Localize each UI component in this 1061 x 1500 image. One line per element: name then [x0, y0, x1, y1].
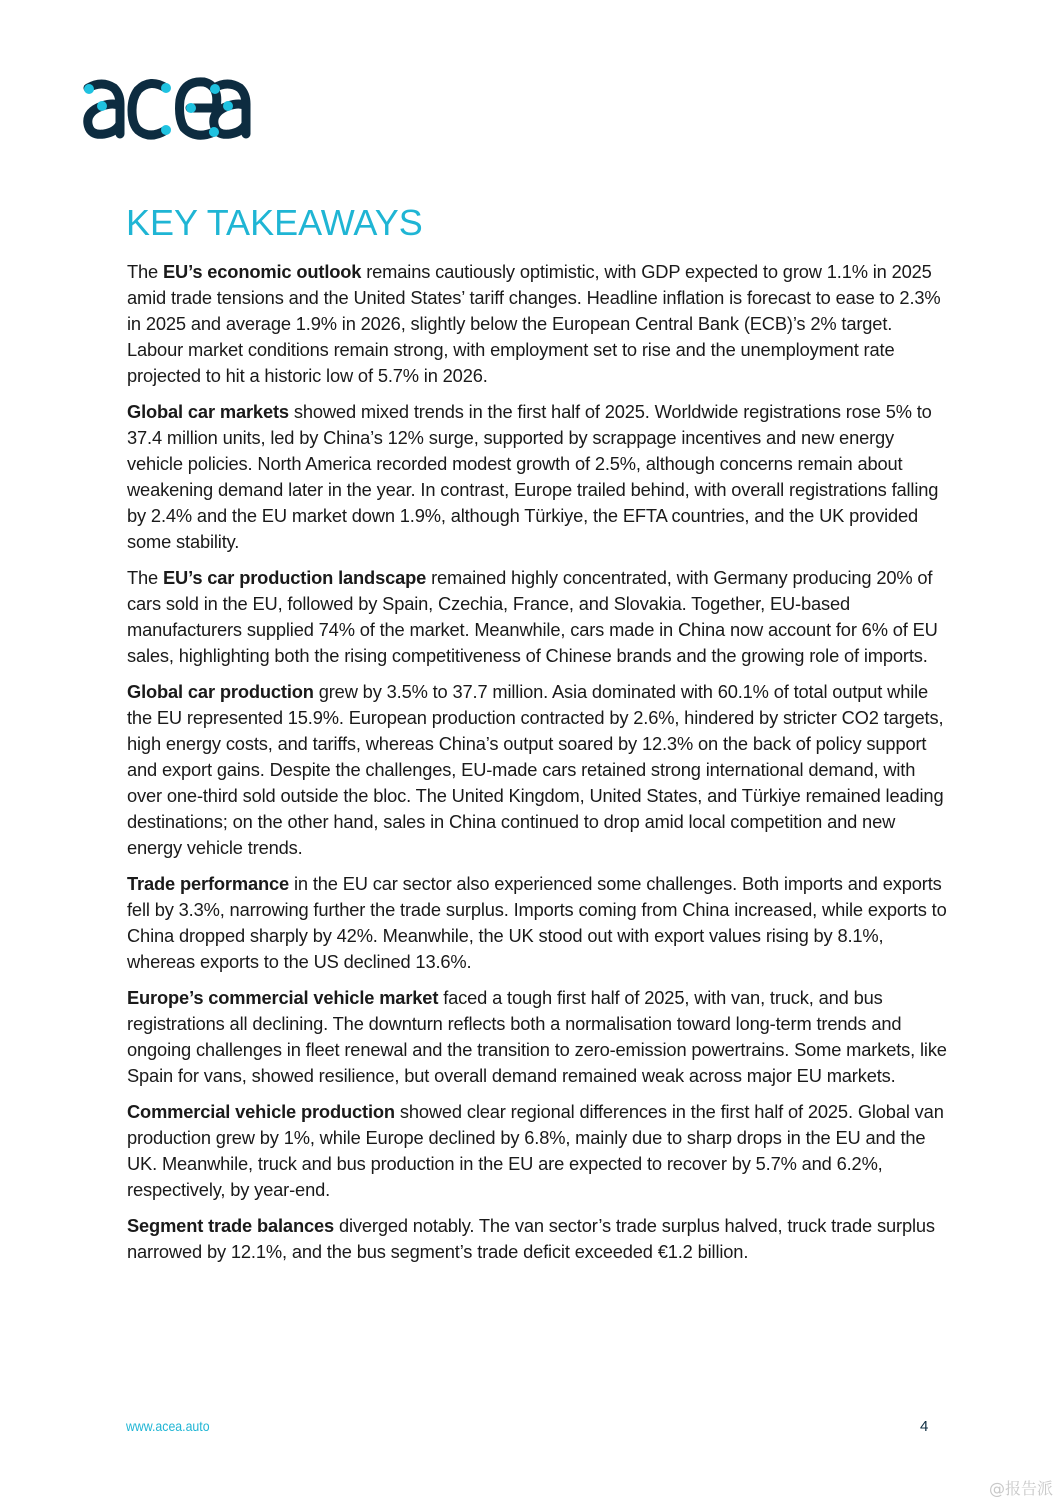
key-takeaways-content	[127, 259, 947, 1275]
paragraph-bold-topic: Global car markets	[127, 401, 289, 422]
paragraph-economic-outlook	[127, 259, 947, 389]
paragraph-lead: The	[127, 567, 163, 588]
watermark: @报告派	[988, 1479, 1053, 1498]
paragraph-global-car-production	[127, 679, 947, 861]
paragraph-commercial-vehicle-market	[127, 985, 947, 1089]
website-link[interactable]: www.acea.auto	[126, 1418, 210, 1434]
paragraph-car-production-landscape	[127, 565, 947, 669]
paragraph-bold-topic: EU’s car production landscape	[162, 567, 427, 588]
paragraph-bold-topic: Global car production	[127, 681, 314, 702]
paragraph-segment-trade-balances	[127, 1213, 947, 1265]
paragraph-commercial-vehicle-production	[127, 1099, 947, 1203]
paragraph-trade-performance	[127, 871, 947, 975]
paragraph-body: remains cautiously optimistic, with GDP expected to grow 1.1% in 2025 amid trade tensions and the United States’ tariff changes. Headline inflation is forecast to ease to 2.3% in 2025 and average 1.9% in 2026, slightly below the European Central Bank (ECB)’s 2% target. Labour market conditions remain strong, with employment set to rise and the unemployment rate projected to hit a historic low of 5.7% in 2026.	[127, 261, 941, 386]
paragraph-global-car-markets	[127, 399, 947, 555]
paragraph-body: remained highly concentrated, with Germany producing 20% of cars sold in the EU, followed by Spain, Czechia, France, and Slovakia. Together, EU-based manufacturers supplied 74% of the market. Meanwhile, cars made in China now account for 6% of EU sales, highlighting both the rising competitiveness of Chinese brands and the growing role of imports.	[127, 567, 938, 666]
paragraph-body: showed clear regional differences in the first half of 2025. Global van production grew by 1%, while Europe declined by 6.8%, mainly due to sharp drops in the EU and the UK. Meanwhile, truck and bus production in the EU are expected to recover by 5.7% and 6.2%, respectively, by year-end.	[127, 1101, 944, 1200]
acea-logo	[80, 74, 260, 142]
paragraph-body: diverged notably. The van sector’s trade surplus halved, truck trade surplus narrowed by 12.1%, and the bus segment’s trade deficit exceeded €1.2 billion.	[127, 1215, 935, 1262]
paragraph-body: faced a tough first half of 2025, with van, truck, and bus registrations all declining. The downturn reflects both a normalisation toward long-term trends and ongoing challenges in fleet renewal and the transition to zero-emission powertrains. Some markets, like Spain for vans, showed resilience, but overall demand remained weak across major EU markets.	[127, 987, 947, 1086]
page-number: 4	[920, 1418, 929, 1435]
paragraph-body: grew by 3.5% to 37.7 million. Asia dominated with 60.1% of total output while the EU represented 15.9%. European production contracted by 2.6%, hindered by stricter CO2 targets, high energy costs, and tariffs, whereas China’s output soared by 12.3% on the back of policy support and export gains. Despite the challenges, EU-made cars retained strong international demand, with over one-third sold outside the bloc. The United Kingdom, United States, and Türkiye remained leading destinations; on the other hand, sales in China continued to drop amid local competition and new energy vehicle trends.	[127, 681, 944, 858]
page-title: KEY TAKEAWAYS	[126, 202, 423, 243]
paragraph-bold-topic: Segment trade balances	[127, 1215, 335, 1236]
acea-logo-icon	[80, 74, 260, 142]
paragraph-bold-topic: EU’s economic outlook	[162, 261, 362, 282]
paragraph-bold-topic: Trade performance	[127, 873, 290, 894]
paragraph-bold-topic: Europe’s commercial vehicle market	[127, 987, 439, 1008]
paragraph-bold-topic: Commercial vehicle production	[127, 1101, 395, 1122]
paragraph-body: in the EU car sector also experienced some challenges. Both imports and exports fell by 3.3%, narrowing further the trade surplus. Imports coming from China increased, while exports to China dropped sharply by 42%. Meanwhile, the UK stood out with export values rising by 8.1%, whereas exports to the US declined 13.6%.	[127, 873, 947, 972]
paragraph-lead: The	[127, 261, 163, 282]
paragraph-body: showed mixed trends in the first half of 2025. Worldwide registrations rose 5% to 37.4 million units, led by China’s 12% surge, supported by scrappage incentives and new energy vehicle policies. North America recorded modest growth of 2.5%, although concerns remain about weakening demand later in the year. In contrast, Europe trailed behind, with overall registrations falling by 2.4% and the EU market down 1.9%, although Türkiye, the EFTA countries, and the UK provided some stability.	[127, 401, 939, 552]
